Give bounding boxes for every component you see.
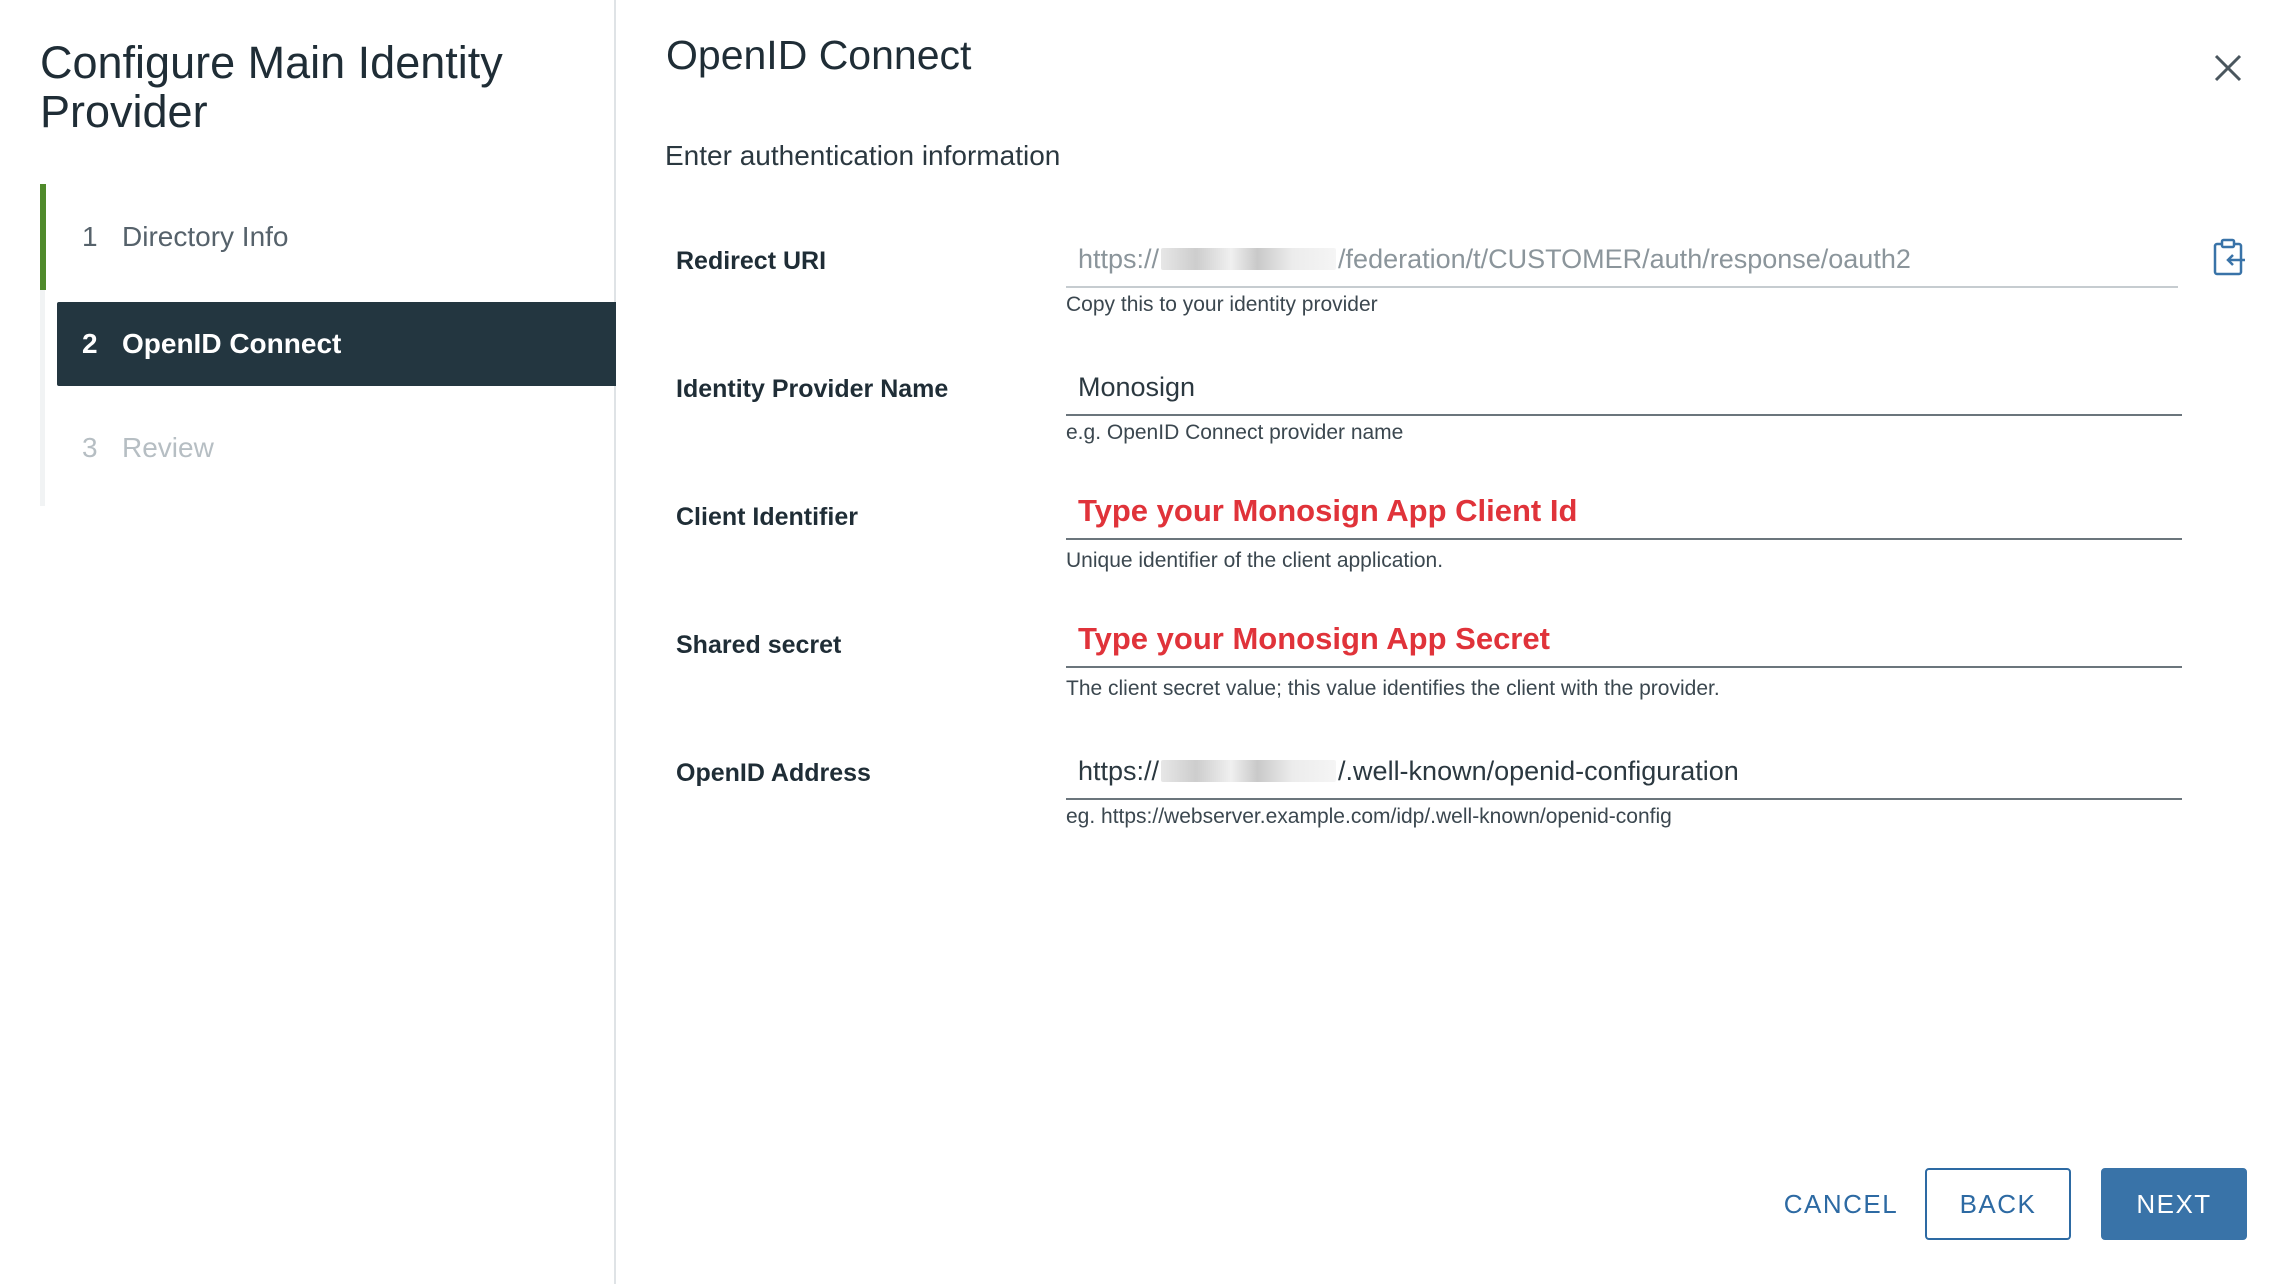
shared-secret-helper: The client secret value; this value identifies the client with the provider.: [1066, 677, 1720, 700]
main-content: [616, 0, 2290, 1284]
wizard-title: Configure Main Identity Provider: [40, 37, 503, 137]
page-title: OpenID Connect: [666, 32, 972, 78]
shared-secret-label: Shared secret: [676, 631, 842, 659]
idp-name-input[interactable]: Monosign: [1066, 360, 2182, 416]
clipboard-copy-icon[interactable]: [2211, 238, 2249, 278]
back-button[interactable]: BACK: [1925, 1168, 2071, 1240]
openid-address-input[interactable]: [1066, 744, 2182, 800]
redirect-uri-suffix: /federation/t/CUSTOMER/auth/response/oauth2: [1338, 243, 1911, 274]
openid-address-prefix: https://: [1078, 755, 1160, 786]
cancel-button[interactable]: CANCEL: [1766, 1168, 1916, 1240]
step-number: 2: [82, 328, 98, 359]
step-label: OpenID Connect: [122, 328, 342, 359]
redacted-host: [1161, 248, 1336, 270]
intro-text: Enter authentication information: [665, 140, 1061, 171]
client-id-input[interactable]: Type your Monosign App Client Id: [1066, 484, 2182, 540]
step-label: Review: [122, 432, 214, 463]
redacted-host: [1161, 760, 1336, 782]
step-number: 1: [82, 221, 98, 252]
next-button[interactable]: NEXT: [2101, 1168, 2247, 1240]
step-number: 3: [82, 432, 98, 463]
step-openid-connect[interactable]: [57, 302, 616, 386]
step-directory-info[interactable]: [40, 184, 616, 290]
close-icon[interactable]: [2210, 50, 2246, 86]
openid-address-label: OpenID Address: [676, 759, 871, 787]
idp-name-label: Identity Provider Name: [676, 375, 949, 403]
redirect-uri-label: Redirect URI: [676, 247, 827, 275]
shared-secret-input[interactable]: Type your Monosign App Secret: [1066, 612, 2182, 668]
step-review[interactable]: [40, 406, 616, 490]
step-label: Directory Info: [122, 221, 289, 252]
redirect-uri-helper: Copy this to your identity provider: [1066, 293, 1378, 316]
redirect-uri-field[interactable]: [1066, 232, 2178, 288]
redirect-uri-prefix: https://: [1078, 243, 1160, 274]
idp-name-helper: e.g. OpenID Connect provider name: [1066, 421, 1404, 444]
wizard-sidebar: [0, 0, 616, 1284]
client-id-label: Client Identifier: [676, 503, 858, 531]
openid-address-suffix: /.well-known/openid-configuration: [1338, 755, 1739, 786]
openid-address-helper: eg. https://webserver.example.com/idp/.well-known/openid-config: [1066, 805, 1672, 828]
client-id-helper: Unique identifier of the client application.: [1066, 549, 1444, 572]
